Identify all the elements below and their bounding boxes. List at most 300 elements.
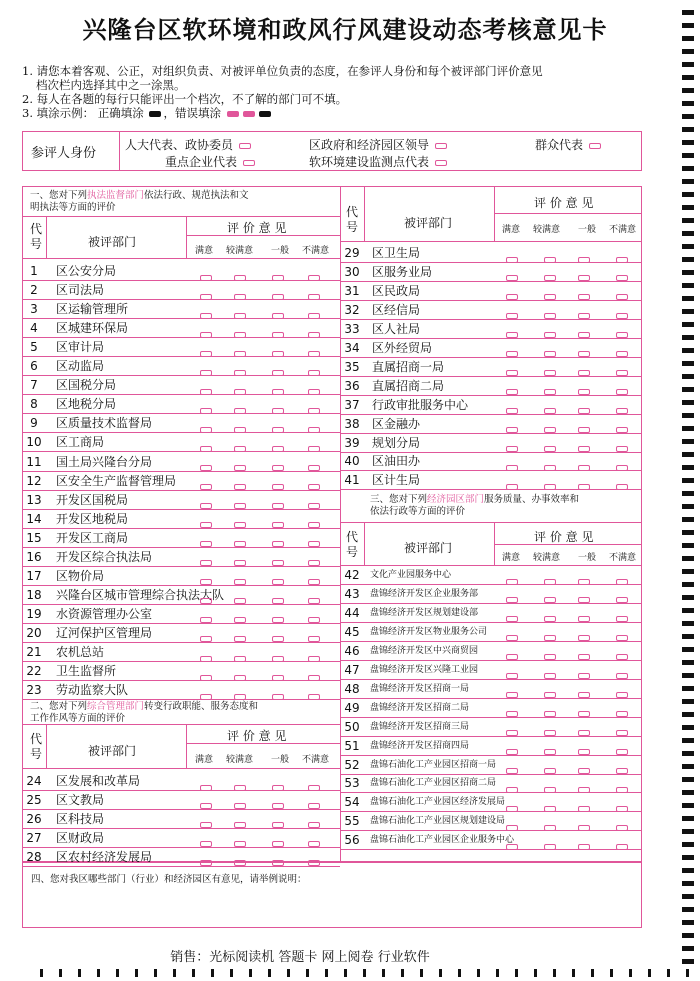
row-code: 29 [344, 246, 360, 260]
level-header: 不满意 [302, 246, 330, 256]
table-row [340, 812, 642, 831]
dept-name: 区工商局 [56, 435, 105, 450]
rating-bubble[interactable] [544, 837, 556, 856]
dept-name: 劳动监察大队 [56, 683, 129, 698]
row-code: 24 [26, 774, 42, 788]
table-row [22, 319, 340, 338]
timing-mark [682, 595, 694, 600]
timing-mark [682, 23, 694, 28]
timing-mark [682, 101, 694, 106]
dept-name: 水资源管理办公室 [56, 606, 153, 621]
dept-name: 直属招商二局 [372, 378, 445, 393]
level-header: 一般 [271, 755, 290, 765]
row-code: 54 [344, 795, 360, 810]
dept-name: 区国税分局 [56, 378, 117, 393]
timing-mark [682, 166, 694, 171]
table-row [340, 756, 642, 775]
table-row [340, 320, 642, 339]
row-code: 49 [344, 700, 360, 715]
timing-mark [682, 218, 694, 223]
table-row [22, 810, 340, 829]
timing-mark [682, 894, 694, 899]
timing-mark [458, 969, 461, 977]
timing-mark [682, 244, 694, 249]
timing-mark [682, 881, 694, 886]
identity-bubble[interactable] [589, 143, 601, 149]
table-row [22, 772, 340, 791]
timing-mark [682, 543, 694, 548]
identity-option[interactable]: 重点企业代表 [165, 153, 257, 170]
code-header: 代 号 [346, 205, 359, 234]
timing-mark [154, 969, 157, 977]
row-code: 50 [344, 719, 360, 734]
row-code: 33 [344, 321, 360, 336]
identity-bubble[interactable] [435, 160, 447, 166]
eval-header: 评 价 意 见 [534, 530, 594, 544]
timing-mark [682, 88, 694, 93]
section-4-prompt: 四、您对我区哪些部门（行业）和经济园区有意见，请举例说明： [31, 874, 307, 885]
dept-name: 盘锦经济开发区招商三局 [370, 721, 470, 732]
table-row [340, 358, 642, 377]
timing-mark [682, 673, 694, 678]
dept-name: 区人社局 [372, 321, 421, 336]
table-row [340, 244, 642, 263]
table-row [340, 471, 642, 490]
dept-name: 开发区国税局 [56, 492, 129, 507]
timing-mark [496, 969, 499, 977]
dept-name: 文化产业园服务中心 [370, 570, 452, 580]
table-row [22, 376, 340, 395]
table-row [22, 338, 340, 357]
dept-name: 区经信局 [372, 302, 421, 317]
dept-name: 区发展和改革局 [56, 774, 141, 788]
timing-mark [682, 933, 694, 938]
table-row [340, 282, 642, 301]
table-row [340, 263, 642, 282]
eval-header: 评 价 意 见 [227, 729, 287, 743]
timing-mark [682, 803, 694, 808]
timing-mark [363, 969, 366, 977]
dept-name: 规划分局 [372, 435, 421, 450]
table-row [340, 661, 642, 680]
timing-mark [682, 751, 694, 756]
table-row [22, 586, 340, 605]
table-row [340, 377, 642, 396]
level-header: 较满意 [533, 553, 561, 563]
wrong-fill-example [227, 111, 239, 117]
dept-name: 盘锦石油化工产业园区企业服务中心 [370, 835, 515, 846]
table-row [22, 605, 340, 624]
dept-name: 区农村经济发展局 [56, 849, 153, 864]
rating-bubble[interactable] [578, 837, 590, 856]
dept-name: 区文教局 [56, 792, 105, 807]
row-code: 15 [26, 530, 42, 545]
timing-mark [515, 969, 518, 977]
timing-mark [682, 556, 694, 561]
timing-mark [682, 10, 694, 15]
timing-mark [682, 322, 694, 327]
timing-mark [682, 374, 694, 379]
row-code: 41 [344, 473, 360, 488]
instructions [22, 64, 642, 120]
timing-mark [682, 283, 694, 288]
row-code: 53 [344, 776, 360, 791]
timing-mark [682, 491, 694, 496]
timing-mark [682, 114, 694, 119]
footer-text: 销售：光标阅读机 答题卡 网上阅卷 行业软件 [170, 950, 430, 965]
dept-name: 盘锦石油化工产业园区经济发展局 [370, 797, 506, 808]
dept-name: 卫生监督所 [56, 664, 117, 679]
table-row [340, 585, 642, 604]
row-code: 22 [26, 664, 42, 679]
level-header: 满意 [502, 225, 521, 235]
row-code: 34 [344, 340, 360, 355]
dept-name: 开发区地税局 [56, 511, 129, 526]
timing-mark [682, 517, 694, 522]
eval-header: 评 价 意 见 [534, 196, 594, 210]
dept-name: 盘锦经济开发区物业服务公司 [370, 626, 488, 637]
dept-name: 盘锦经济开发区规划建设部 [370, 607, 479, 618]
row-code: 26 [26, 811, 42, 826]
timing-mark [135, 969, 138, 977]
table-row [22, 662, 340, 681]
row-code: 3 [30, 302, 38, 317]
wrong-fill-example [259, 111, 271, 117]
identity-bubble[interactable] [435, 143, 447, 149]
code-header: 代 号 [30, 732, 43, 761]
row-code: 5 [30, 340, 38, 355]
identity-option[interactable]: 区政府和经济园区领导 [309, 136, 449, 153]
timing-mark [249, 969, 252, 977]
table-row [340, 737, 642, 756]
dept-name: 兴隆台区城市管理综合执法大队 [56, 587, 225, 602]
eval-header: 评 价 意 见 [227, 221, 287, 235]
table-row [340, 699, 642, 718]
dept-name: 区司法局 [56, 283, 105, 298]
timing-mark [682, 816, 694, 821]
row-code: 23 [26, 683, 42, 698]
timing-mark [682, 712, 694, 717]
timing-mark [97, 969, 100, 977]
timing-mark [682, 855, 694, 860]
timing-mark [682, 660, 694, 665]
timing-mark [682, 231, 694, 236]
row-code: 27 [26, 830, 42, 845]
row-code: 46 [344, 643, 360, 658]
timing-mark [682, 439, 694, 444]
dept-name: 辽河保护区管理局 [56, 625, 153, 640]
dept-name: 行政审批服务中心 [372, 397, 469, 412]
identity-bubble[interactable] [239, 143, 251, 149]
timing-mark [682, 569, 694, 574]
dept-header: 被评部门 [404, 541, 453, 555]
level-header: 一般 [578, 225, 597, 235]
timing-mark [682, 621, 694, 626]
level-header: 满意 [195, 246, 214, 256]
timing-mark [682, 920, 694, 925]
row-code: 39 [344, 435, 360, 450]
row-code: 25 [26, 792, 42, 807]
identity-option[interactable]: 人大代表、政协委员 [125, 136, 253, 153]
timing-mark [553, 969, 556, 977]
timing-mark [682, 75, 694, 80]
level-header: 一般 [271, 246, 290, 256]
timing-mark [682, 959, 694, 964]
row-code: 13 [26, 492, 42, 507]
table-row [22, 624, 340, 643]
dept-name: 开发区工商局 [56, 530, 129, 545]
timing-mark [682, 309, 694, 314]
identity-label: 参评人身份 [31, 146, 97, 161]
row-code: 44 [344, 605, 360, 620]
timing-mark [682, 387, 694, 392]
row-code: 43 [344, 586, 360, 601]
timing-mark [682, 400, 694, 405]
table-row [22, 548, 340, 567]
level-header: 不满意 [609, 553, 637, 563]
row-code: 38 [344, 416, 360, 431]
row-code: 52 [344, 757, 360, 772]
dept-name: 盘锦石油化工产业园区规划建设局 [370, 816, 506, 827]
timing-mark [682, 127, 694, 132]
timing-mark [682, 296, 694, 301]
table-row [340, 604, 642, 623]
timing-mark [534, 969, 537, 977]
timing-mark [682, 192, 694, 197]
dept-name: 区物价局 [56, 568, 105, 583]
identity-option[interactable]: 群众代表 [535, 136, 603, 153]
table-row [340, 434, 642, 453]
timing-mark [682, 153, 694, 158]
timing-mark [306, 969, 309, 977]
table-row [22, 395, 340, 414]
row-code: 42 [344, 568, 360, 582]
identity-bubble[interactable] [243, 160, 255, 166]
timing-mark [682, 790, 694, 795]
row-code: 8 [30, 397, 38, 412]
timing-mark [591, 969, 594, 977]
table-row [340, 566, 642, 585]
timing-mark [686, 969, 689, 977]
dept-header: 被评部门 [88, 744, 137, 758]
row-code: 1 [30, 264, 38, 278]
dept-name: 盘锦石油化工产业园区招商一局 [370, 759, 497, 770]
table-row [22, 529, 340, 548]
table-row [22, 829, 340, 848]
timing-mark [230, 969, 233, 977]
timing-mark [682, 647, 694, 652]
dept-name: 区外经贸局 [372, 340, 433, 355]
row-code: 40 [344, 454, 360, 469]
timing-mark [59, 969, 62, 977]
row-code: 31 [344, 283, 360, 298]
row-code: 20 [26, 625, 42, 640]
timing-mark [610, 969, 613, 977]
dept-name: 盘锦经济开发区招商四局 [370, 740, 470, 751]
dept-name: 区城建环保局 [56, 321, 129, 336]
level-header: 满意 [502, 553, 521, 563]
row-code: 6 [30, 359, 38, 374]
row-code: 45 [344, 624, 360, 639]
timing-mark [268, 969, 271, 977]
timing-mark [648, 969, 651, 977]
timing-mark [682, 257, 694, 262]
level-header: 较满意 [226, 246, 254, 256]
timing-mark [667, 969, 670, 977]
row-code: 16 [26, 549, 42, 564]
table-row [340, 774, 642, 793]
dept-name: 开发区综合执法局 [56, 549, 153, 564]
timing-mark [682, 725, 694, 730]
timing-mark [682, 335, 694, 340]
row-code: 17 [26, 568, 42, 583]
table-row [22, 281, 340, 300]
row-code: 4 [30, 321, 38, 336]
dept-name: 盘锦经济开发区招商一局 [370, 683, 470, 694]
dept-name: 区财政局 [56, 830, 105, 845]
timing-mark [572, 969, 575, 977]
row-code: 48 [344, 681, 360, 696]
level-header: 满意 [195, 755, 214, 765]
timing-mark [682, 140, 694, 145]
table-row [22, 357, 340, 376]
timing-mark [192, 969, 195, 977]
timing-mark [682, 582, 694, 587]
table-row [22, 510, 340, 529]
level-header: 不满意 [609, 225, 637, 235]
dept-name: 直属招商一局 [372, 359, 445, 374]
dept-name: 区运输管理所 [56, 302, 129, 317]
dept-name: 区油田办 [372, 454, 421, 469]
dept-name: 盘锦经济开发区中兴商贸园 [370, 645, 479, 656]
table-row [22, 472, 340, 491]
table-row [340, 339, 642, 358]
table-row [22, 491, 340, 510]
table-row [340, 680, 642, 699]
table-row [340, 642, 642, 661]
timing-mark [682, 36, 694, 41]
dept-name: 区质量技术监督局 [56, 416, 153, 431]
timing-mark [682, 842, 694, 847]
row-code: 12 [26, 473, 42, 488]
timing-mark [325, 969, 328, 977]
table-row [22, 791, 340, 810]
timing-mark [682, 777, 694, 782]
dept-name: 区服务业局 [372, 264, 433, 279]
timing-mark [682, 699, 694, 704]
identity-box [22, 131, 642, 171]
table-row [22, 567, 340, 586]
timing-mark [682, 504, 694, 509]
row-code: 37 [344, 397, 360, 412]
timing-mark [401, 969, 404, 977]
timing-mark [682, 179, 694, 184]
level-header: 一般 [578, 553, 597, 563]
timing-mark [682, 530, 694, 535]
timing-mark [682, 868, 694, 873]
timing-mark [682, 270, 694, 275]
timing-mark [682, 413, 694, 418]
timing-mark [682, 452, 694, 457]
card-title: 兴隆台区软环境和政风行风建设动态考核意见卡 [82, 16, 608, 44]
table-row [22, 681, 340, 700]
row-code: 36 [344, 378, 360, 393]
row-code: 55 [344, 814, 360, 829]
row-code: 2 [30, 283, 38, 298]
row-code: 56 [344, 833, 360, 848]
timing-mark [682, 686, 694, 691]
timing-mark [682, 829, 694, 834]
timing-mark [477, 969, 480, 977]
dept-name: 区安全生产监督管理局 [56, 473, 177, 488]
table-row [340, 831, 642, 850]
timing-mark [682, 608, 694, 613]
table-row [22, 433, 340, 452]
wrong-fill-example [243, 111, 255, 117]
timing-mark [211, 969, 214, 977]
timing-mark [682, 907, 694, 912]
level-header: 较满意 [226, 755, 254, 765]
timing-mark [40, 969, 43, 977]
table-row [340, 452, 642, 471]
dept-header: 被评部门 [404, 216, 453, 230]
timing-mark [682, 426, 694, 431]
table-row [22, 262, 340, 281]
section-1-header: 一、您对下列执法监督部门依法行政、规范执法和文 明执法等方面的评价 [30, 190, 249, 213]
timing-mark [682, 738, 694, 743]
dept-name: 盘锦经济开发区兴隆工业园 [370, 664, 479, 675]
table-row [340, 623, 642, 642]
instruction-2: 2. 每人在各题的每行只能评出一个档次，不了解的部门可不填。 [22, 92, 348, 106]
timing-mark [682, 205, 694, 210]
timing-mark [173, 969, 176, 977]
timing-mark [682, 478, 694, 483]
dept-name: 农机总站 [56, 645, 105, 659]
row-code: 47 [344, 662, 360, 677]
identity-option[interactable]: 软环境建设监测点代表 [309, 153, 449, 170]
section-3-header: 三、您对下列经济园区部门服务质量、办事效率和 依法行政等方面的评价 [370, 494, 580, 517]
table-row [340, 301, 642, 320]
timing-mark [682, 764, 694, 769]
timing-mark [629, 969, 632, 977]
timing-mark [439, 969, 442, 977]
row-code: 10 [26, 435, 42, 450]
row-code: 19 [26, 606, 42, 621]
table-row [22, 300, 340, 319]
instruction-3: 3. 填涂示例： 正确填涂 ，错误填涂 [22, 106, 642, 120]
dept-name: 区科技局 [56, 811, 105, 826]
table-row [340, 415, 642, 434]
timing-mark [682, 348, 694, 353]
table-row [340, 718, 642, 737]
dept-name: 区计生局 [372, 473, 421, 488]
rating-bubble[interactable] [506, 837, 518, 856]
dept-name: 区动监局 [56, 359, 105, 374]
level-header: 不满意 [302, 755, 330, 765]
dept-name: 区公安分局 [56, 264, 117, 278]
dept-name: 区民政局 [372, 283, 421, 298]
timing-mark [344, 969, 347, 977]
row-code: 51 [344, 738, 360, 753]
row-code: 7 [30, 378, 38, 393]
timing-mark [78, 969, 81, 977]
table-row [340, 396, 642, 415]
timing-mark [116, 969, 119, 977]
row-code: 14 [26, 511, 42, 526]
rating-bubble[interactable] [616, 837, 628, 856]
section-2-header: 二、您对下列综合管理部门转变行政职能、服务态度和 工作作风等方面的评价 [30, 701, 259, 724]
code-header: 代 号 [30, 222, 43, 251]
